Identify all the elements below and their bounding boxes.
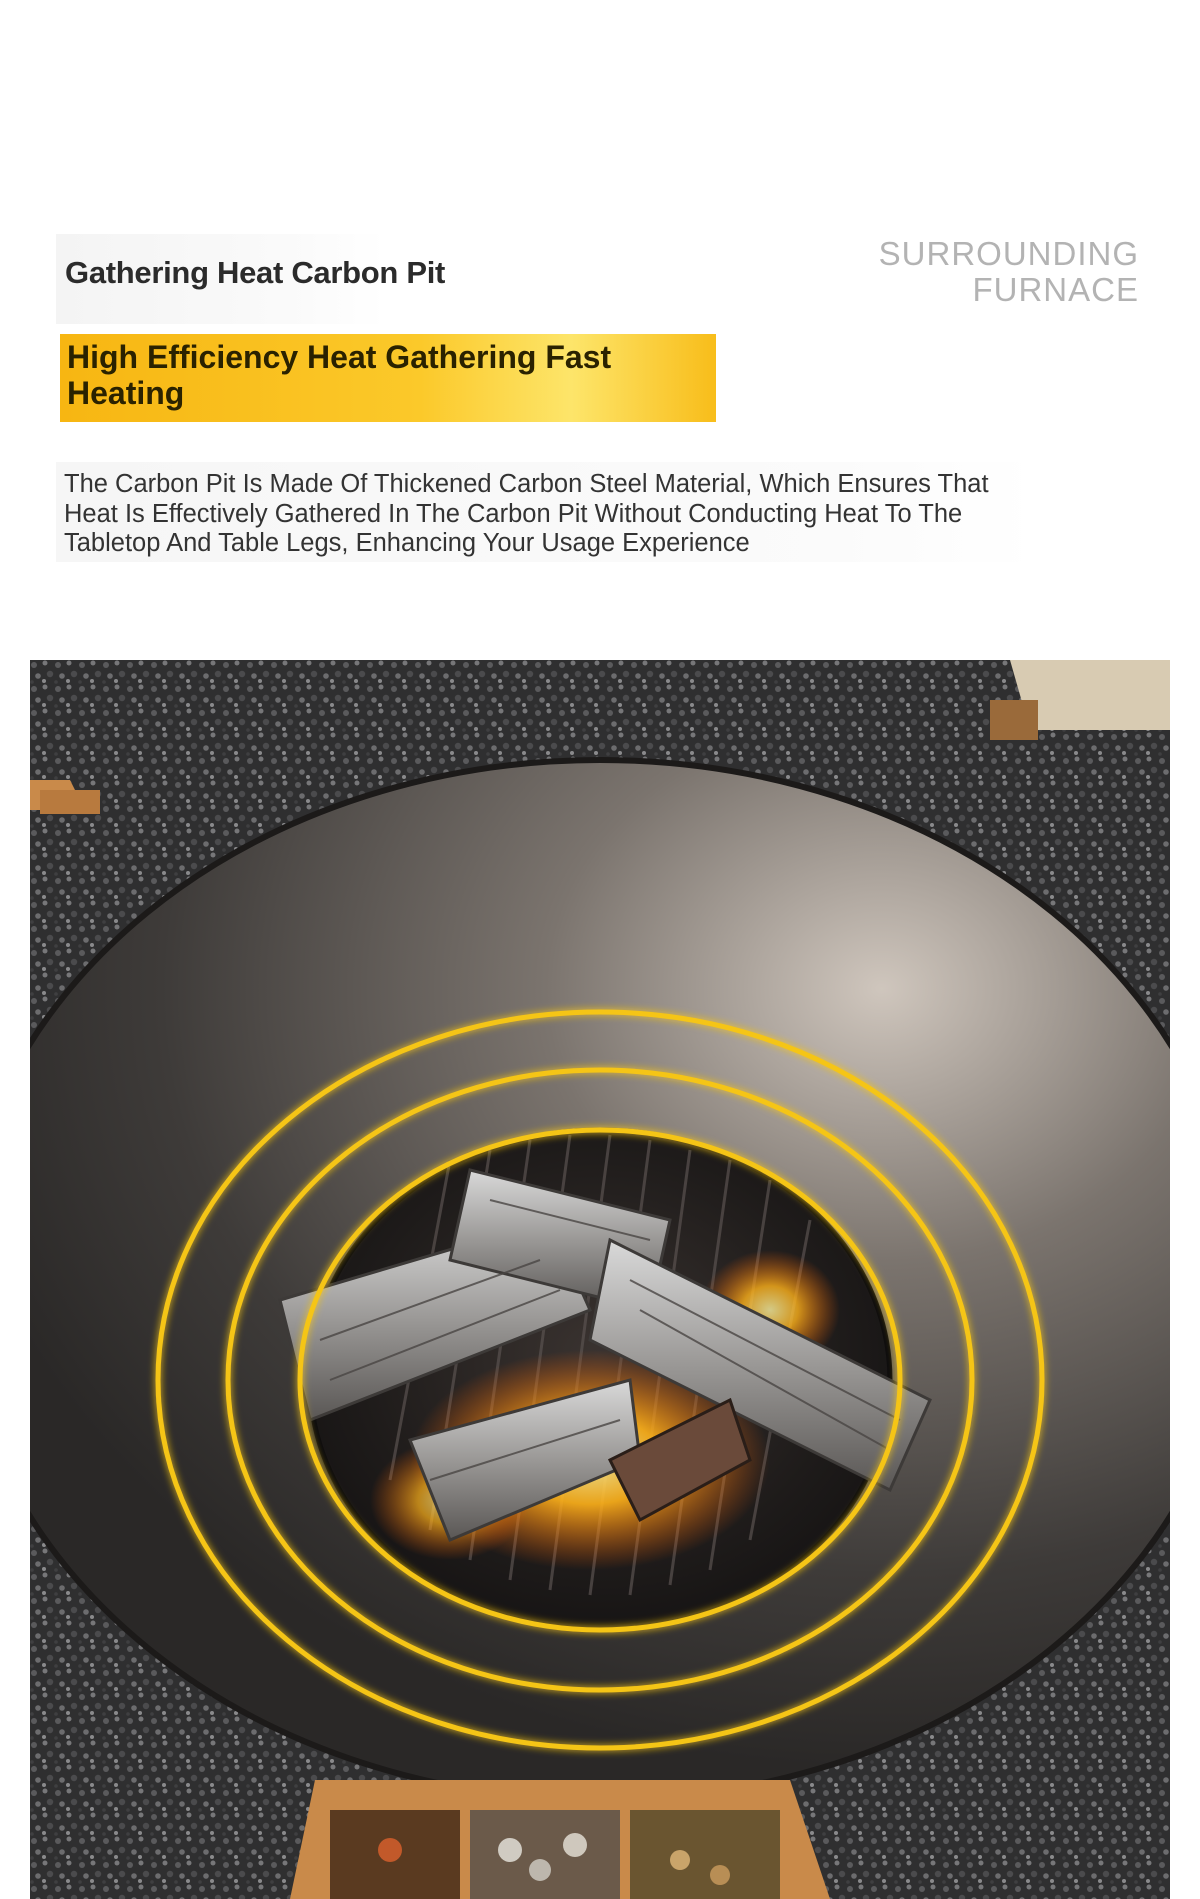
- description-text: The Carbon Pit Is Made Of Thickened Carbon Steel Material, Which Ensures That Heat Is Effectively Gathered In The Carbon Pit Without Conducting Heat To The Tabletop And Table Legs, Enhancing Your Usage Experience: [64, 470, 989, 557]
- highlight-text: High Efficiency Heat Gathering Fast Heating: [67, 339, 612, 411]
- fire-pit-table-photo: [30, 660, 1170, 1899]
- brand-logo-text: [819, 236, 1139, 308]
- brand-line-2: FURNACE: [972, 271, 1139, 308]
- brand-line-1: SURROUNDING: [878, 235, 1139, 272]
- section-title: Gathering Heat Carbon Pit: [65, 255, 446, 290]
